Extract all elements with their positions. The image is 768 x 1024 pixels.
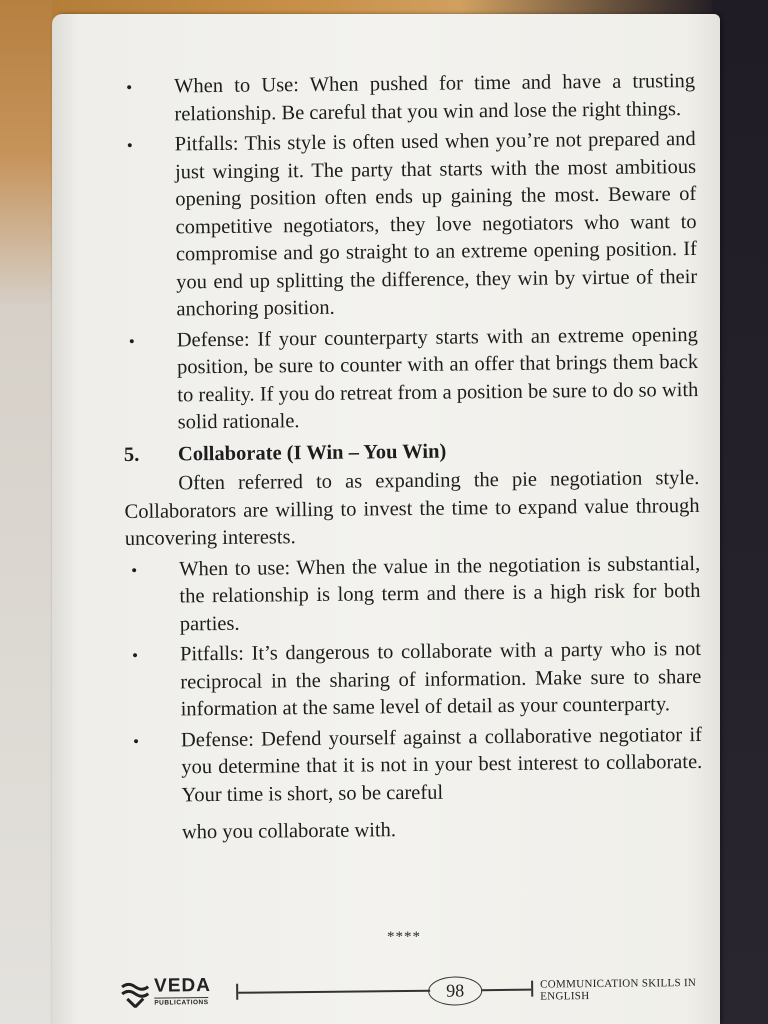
- intro-paragraph: Often referred to as expanding the pie negotiation style. Collaborators are willing to invest the time to expand value through uncovering interests.: [124, 466, 700, 550]
- footer-rule-left: [238, 990, 430, 994]
- closing-line: who you collaborate with.: [181, 819, 397, 844]
- footer-rule-right: [481, 989, 531, 991]
- bullet-icon: •: [131, 560, 138, 580]
- section-number: 5.: [123, 443, 140, 466]
- list-item: [120, 68, 696, 129]
- running-title: COMMUNICATION SKILLS IN ENGLISH: [540, 976, 697, 1003]
- footer-rule-tick: [531, 981, 533, 997]
- list-item-text: Pitfalls: It’s dangerous to collaborate with a party who is not reciprocal in the sharing of information. Make sure to share information at the same level of detail as your counterparty.: [179, 637, 702, 721]
- page-footer: [118, 968, 718, 1014]
- list-item: [125, 550, 701, 639]
- bullet-icon: •: [132, 645, 139, 665]
- bullet-icon: •: [132, 731, 140, 751]
- publisher-logo-icon: [120, 978, 150, 1008]
- section-title: Collaborate (I Win – You Win): [177, 440, 447, 465]
- bullet-icon: •: [128, 331, 135, 351]
- background-right: [712, 0, 768, 1024]
- list-item-text: Defense: Defend yourself against a collaborative negotiator if you determine that it is not in your best interest to collaborate. Your time is short, so be careful: [180, 723, 703, 806]
- list-item: [121, 126, 698, 325]
- list-item-text: When to use: When the value in the negotiation is substantial, the relationship is long term and there is a high risk for both parties.: [179, 552, 701, 635]
- logo-text: VEDA: [154, 975, 212, 997]
- list-item: [127, 721, 703, 847]
- list-item-text: Defense: If your counterparty starts with an extreme opening position, be sure to counter with an offer that brings them back to reality. If you do retreat from a position be sure to do so with solid rationale.: [176, 323, 699, 434]
- bullet-icon: •: [126, 135, 133, 155]
- section-heading: [124, 435, 699, 469]
- background-left: [0, 0, 52, 1024]
- bullet-icon: •: [126, 77, 133, 97]
- page-number: 98: [428, 976, 482, 1006]
- page-content: [120, 68, 703, 847]
- logo-subtext: PUBLICATIONS: [154, 999, 209, 1007]
- list-item-text: Pitfalls: This style is often used when you’re not prepared and just winging it. The party that starts with the most ambitious opening position often ends up gaining the most. Beware of competitive negotiators, they love negotiators who want to compromise and go straight to an extreme opening position. If you end up splitting the difference, they win by virtue of their anchoring position.: [174, 127, 698, 321]
- list-item: [123, 321, 699, 437]
- list-item-text: When to Use: When pushed for time and have a trusting relationship. Be careful that you win and lose the right things.: [174, 69, 696, 125]
- section-separator: ****: [387, 929, 421, 945]
- book-page: [52, 14, 720, 1024]
- list-item: [126, 636, 702, 725]
